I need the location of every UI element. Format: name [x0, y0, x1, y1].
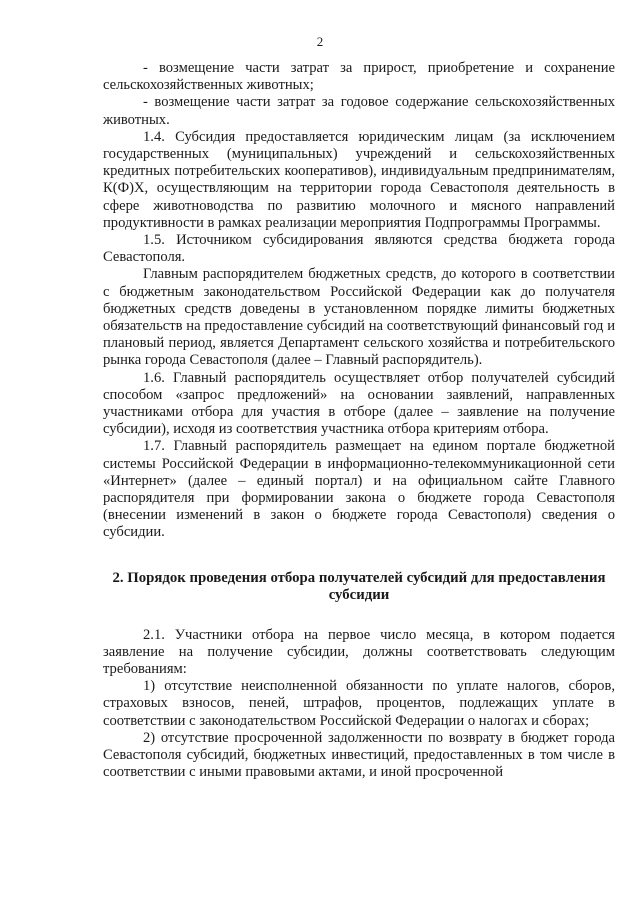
paragraph-1-4: 1.4. Субсидия предоставляется юридическим лицам (за исключением государственных (муниципальных) учреждений и сельскохозяйственных кредитных потребительских кооперативов), индивидуальным предпринимателям, К(Ф)Х, осуществляющим на территории города Севастополя деятельность в сфере животноводства по развитию молочного и мясного направлений продуктивности в рамках реализации мероприятия Подпрограммы Программы.: [103, 128, 615, 231]
paragraph-2-1: 2.1. Участники отбора на первое число месяца, в котором подается заявление на получение субсидии, должны соответствовать следующим требованиям:: [103, 626, 615, 677]
paragraph-1-5: 1.5. Источником субсидирования являются средства бюджета города Севастополя.: [103, 232, 615, 266]
document-body: [103, 60, 615, 781]
paragraph-bullet-2: - возмещение части затрат за годовое содержание сельскохозяйственных животных.: [103, 94, 615, 128]
paragraph-1-6: 1.6. Главный распорядитель осуществляет отбор получателей субсидий способом «запрос предложений» на основании заявлений, направленных участниками отбора для участия в отборе (далее – заявление на получение субсидии), исходя из соответствия участника отбора критериям отбора.: [103, 369, 615, 438]
section-heading: 2. Порядок проведения отбора получателей субсидий для предоставления субсидии: [112, 569, 606, 604]
paragraph-bullet-1: - возмещение части затрат за прирост, приобретение и сохранение сельскохозяйственных животных;: [103, 60, 615, 94]
paragraph-requirement-2: 2) отсутствие просроченной задолженности по возврату в бюджет города Севастополя субсидий, бюджетных инвестиций, предоставленных в том числе в соответствии с иными правовыми актами, и иной просроченной: [103, 729, 615, 781]
paragraph-1-7: 1.7. Главный распорядитель размещает на едином портале бюджетной системы Российской Федерации в информационно-телекоммуникационной сети «Интернет» (далее – единый портал) и на официальном сайте Главного распорядителя при формировании закона о бюджете города Севастополя (внесении изменений в закон о бюджете города Севастополя) сведения о субсидии.: [103, 438, 615, 541]
paragraph-requirement-1: 1) отсутствие неисполненной обязанности по уплате налогов, сборов, страховых взносов, пеней, штрафов, процентов, подлежащих уплате в соответствии с законодательством Российской Федерации о налогах и сборах;: [103, 678, 615, 729]
page-number: 2: [316, 34, 324, 49]
paragraph-main-distributor: Главным распорядителем бюджетных средств, до которого в соответствии с бюджетным законодательством Российской Федерации как до получателя бюджетных средств доведены в установленном порядке лимиты бюджетных обязательств на предоставление субсидий на соответствующий финансовый год и плановый период, является Департамент сельского хозяйства и потребительского рынка города Севастополя (далее – Главный распорядитель).: [103, 266, 615, 369]
